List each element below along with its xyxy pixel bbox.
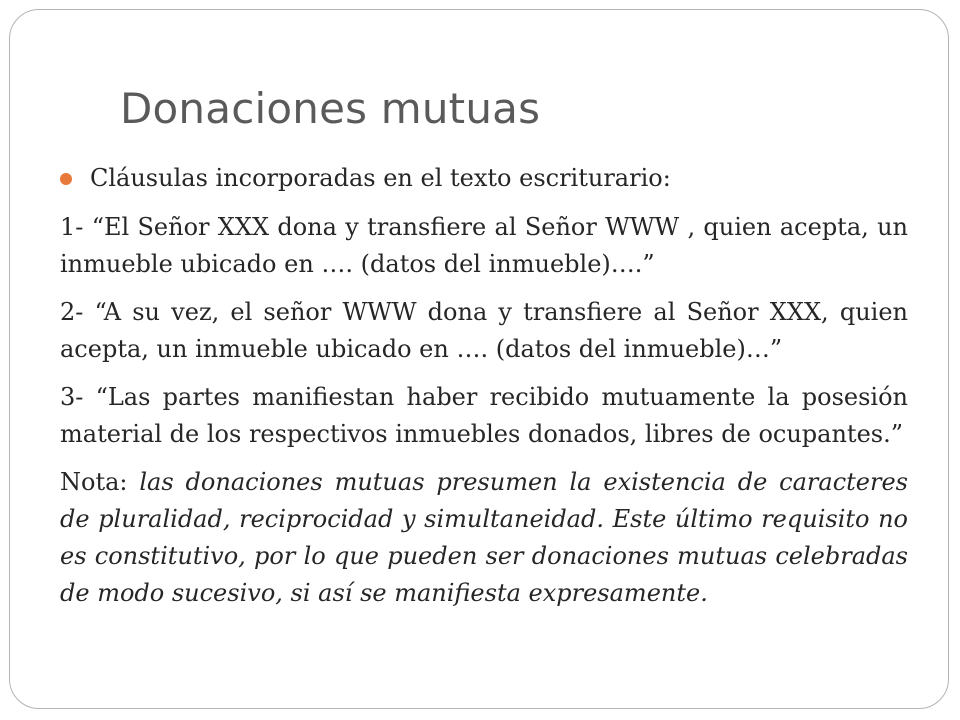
slide-title: Donaciones mutuas (120, 84, 541, 133)
bullet-text: Cláusulas incorporadas en el texto escriturario: (90, 164, 671, 192)
slide-body (60, 160, 908, 623)
note-label: Nota: (60, 468, 140, 496)
note-paragraph (60, 464, 908, 612)
clause-2: 2- “A su vez, el señor WWW dona y transfiere al Señor XXX, quien acepta, un inmueble ubicado en …. (datos del inmueble)…” (60, 298, 908, 363)
bullet-dot-icon (60, 173, 72, 185)
clause-1: 1- “El Señor XXX dona y transfiere al Señor WWW , quien acepta, un inmueble ubicado en …. (datos del inmueble)….” (60, 213, 908, 278)
bullet-item (60, 160, 908, 197)
note-text: las donaciones mutuas presumen la existencia de caracteres de pluralidad, reciprocidad y simultaneidad. Este último requisito no es constitutivo, por lo que pueden ser donaciones mutuas celebradas de modo sucesivo, si así se manifiesta expresamente. (60, 468, 908, 607)
clause-3: 3- “Las partes manifiestan haber recibido mutuamente la posesión material de los respectivos inmuebles donados, libres de ocupantes.” (60, 383, 908, 448)
